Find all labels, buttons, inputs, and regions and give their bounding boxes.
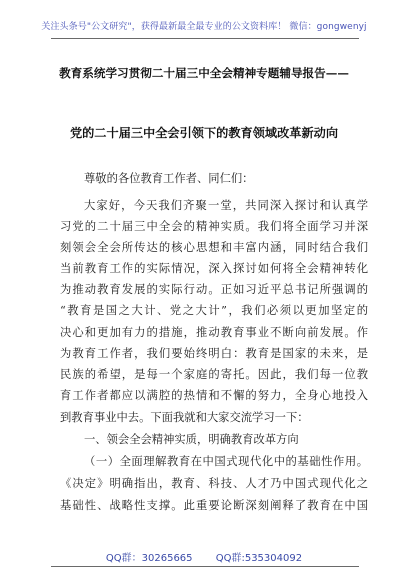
document-title: 教育系统学习贯彻二十届三中全会精神专题辅导报告—— [59, 66, 349, 80]
footer-qq-group-1: QQ群：30265665 [105, 553, 193, 564]
body-line: “教育是国之大计、党之大计”，我们必须以更加坚定的 [60, 304, 368, 317]
header-divider [51, 38, 359, 39]
body-line: 大家好，今天我们齐聚一堂，共同深入探讨和认真学 [84, 199, 368, 212]
body-line: 刻领会全会所传达的核心思想和丰富内涵，同时结合我们 [60, 241, 368, 254]
body-line: 民族的希望，是每一个家庭的寄托。因此，我们每一位教 [60, 368, 368, 381]
body-line: 为推动教育发展的实际行动。正如习近平总书记所强调的 [60, 283, 368, 296]
body-line: 为教育工作者，我们要始终明白：教育是国家的未来，是 [60, 347, 368, 360]
document-subtitle: 党的二十届三中全会引领下的教育领域改革新动向 [69, 126, 339, 140]
body-line: 《决定》明确指出，教育、科技、人才乃中国式现代化之 [60, 477, 368, 490]
body-line: 决心和更加有力的措施，推动教育事业不断向前发展。作 [60, 326, 368, 339]
header-note: 关注头条号"公文研究"，获得最新最全最专业的公文资料库！ 微信：gongwenyj [41, 22, 367, 32]
body-line: 习党的二十届三中全会的精神实质。我们将全面学习并深 [60, 220, 368, 233]
salutation: 尊敬的各位教育工作者、同仁们： [84, 172, 254, 185]
footer-divider [51, 566, 359, 567]
body-line: 到教育事业中去。下面我就和大家交流学习一下： [60, 411, 309, 424]
body-line: 育工作者都应以满腔的热情和不懈的努力，全身心地投入 [60, 389, 368, 402]
footer-qq-group-2: QQ群:535304092 [215, 553, 303, 564]
body-line: 当前教育工作的实际情况，深入探讨如何将全会精神转化 [60, 262, 368, 275]
footer-contact [0, 549, 408, 564]
section-heading: 一、领会全会精神实质，明确教育改革方向 [84, 433, 299, 446]
subsection-heading: （一）全面理解教育在中国式现代化中的基础性作用。 [84, 455, 368, 468]
body-line: 基础性、战略性支撑。此重要论断深刻阐释了教育在中国 [60, 499, 368, 512]
